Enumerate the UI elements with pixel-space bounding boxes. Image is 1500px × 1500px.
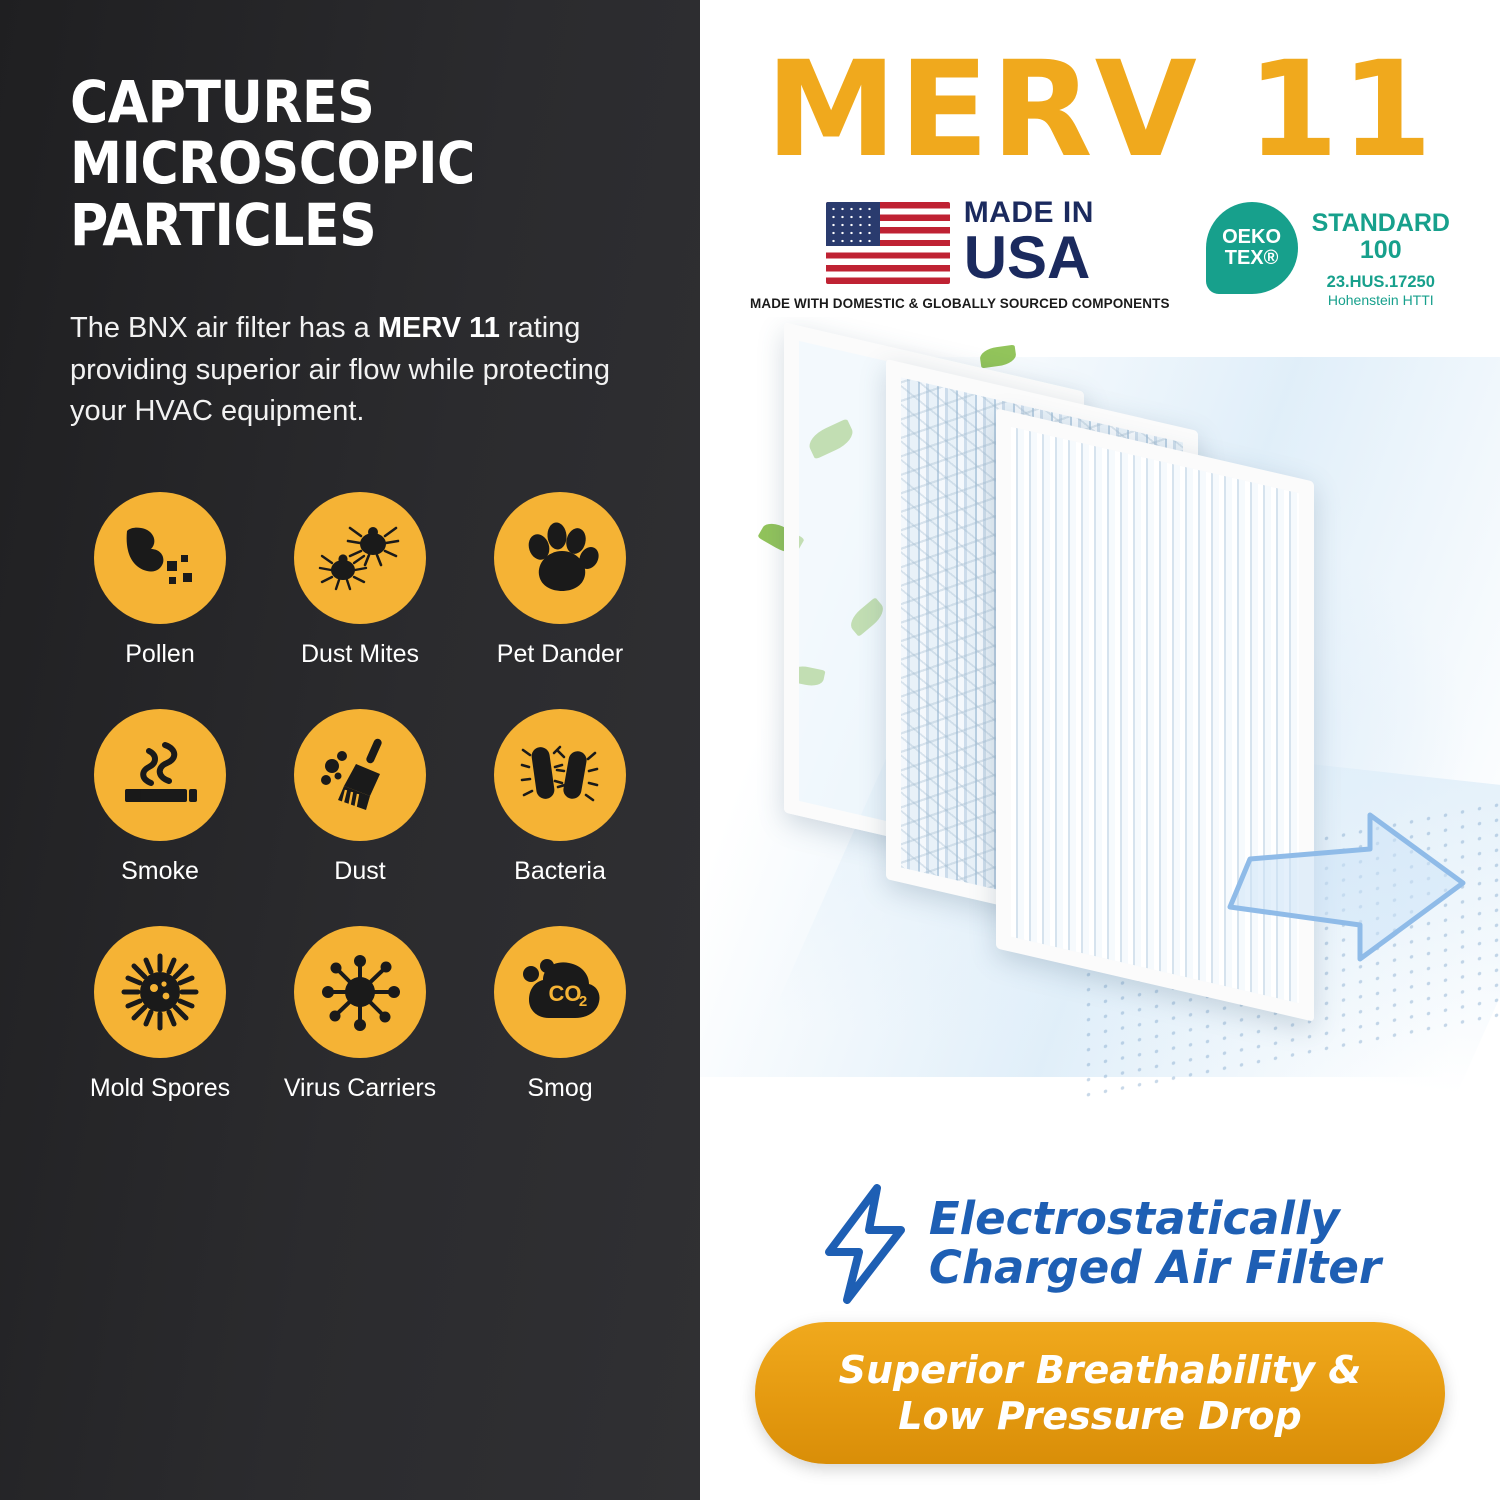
dust-mite-icon — [294, 492, 426, 624]
electrostatic-callout — [700, 1184, 1500, 1304]
particle-item-mold-spores — [70, 926, 250, 1103]
particle-label: Bacteria — [514, 856, 606, 885]
particle-label: Dust Mites — [300, 639, 420, 668]
benefit-line-2: Low Pressure Drop — [898, 1394, 1302, 1438]
usa-badge-subtitle: MADE WITH DOMESTIC & GLOBALLY SOURCED COMPONENTS — [750, 296, 1170, 311]
particle-item-dust-mites — [270, 492, 450, 669]
headline-line-3: PARTICLES — [70, 190, 377, 259]
particle-label: Smog — [527, 1073, 593, 1102]
standard-label-line1: STANDARD — [1311, 209, 1450, 237]
electrostatic-line-1: Electrostatically — [928, 1192, 1340, 1246]
exploded-air-filter-illustration — [700, 317, 1500, 1107]
oeko-label: OEKO — [1222, 226, 1282, 248]
co2-cloud-icon — [494, 926, 626, 1058]
certificate-number: 23.HUS.17250 — [1326, 273, 1435, 291]
particle-icon-grid — [70, 492, 650, 1103]
particle-item-smog — [470, 926, 650, 1103]
usa-label: USA — [963, 224, 1091, 291]
svg-text:CO: CO — [548, 980, 582, 1006]
broom-icon — [294, 709, 426, 841]
made-in-label: MADE IN — [963, 196, 1094, 229]
svg-text:2: 2 — [578, 992, 588, 1010]
lightning-bolt-icon — [819, 1184, 911, 1304]
paw-print-icon — [494, 492, 626, 624]
usa-flag-icon — [826, 202, 950, 284]
page-title — [70, 68, 640, 259]
made-in-usa-badge — [750, 198, 1170, 311]
electrostatic-line-2: Charged Air Filter — [928, 1241, 1382, 1294]
virus-icon — [294, 926, 426, 1058]
certifying-institute: Hohenstein HTTI — [1327, 292, 1434, 308]
mold-spore-icon — [94, 926, 226, 1058]
bacteria-icon — [494, 709, 626, 841]
electrostatic-text — [928, 1192, 1382, 1294]
headline-line-1: CAPTURES — [70, 68, 375, 136]
made-in-usa-text — [963, 196, 1094, 291]
particle-item-pet-dander — [470, 492, 650, 669]
particle-item-pollen — [70, 492, 250, 669]
pollen-icon — [94, 492, 226, 624]
particle-item-dust — [270, 709, 450, 886]
particle-item-bacteria — [470, 709, 650, 886]
particle-label: Pet Dander — [496, 639, 624, 668]
intro-paragraph — [70, 308, 640, 432]
cigarette-smoke-icon — [94, 709, 226, 841]
merv-rating-title: MERV 11 — [765, 33, 1435, 187]
oeko-tex-text — [1312, 202, 1450, 308]
right-panel — [700, 0, 1500, 1500]
oeko-tex-badge — [1206, 198, 1450, 308]
particle-label: Mold Spores — [89, 1073, 231, 1102]
particle-item-virus-carriers — [270, 926, 450, 1103]
intro-text-bold: MERV 11 — [377, 312, 500, 345]
tex-label: TEX® — [1224, 247, 1279, 269]
particle-label: Virus Carriers — [283, 1073, 437, 1102]
intro-text-after: rating providing superior air flow while protecting your HVAC equipment. — [70, 312, 610, 427]
particle-label: Smoke — [121, 856, 199, 885]
made-in-usa-row — [826, 196, 1094, 291]
certification-badges — [700, 198, 1500, 311]
headline-line-2: MICROSCOPIC — [70, 129, 475, 198]
left-panel — [0, 0, 700, 1500]
particle-label: Pollen — [125, 639, 195, 668]
standard-label-line2: 100 — [1359, 235, 1402, 264]
particle-label: Dust — [334, 856, 386, 885]
benefit-banner[interactable] — [755, 1322, 1445, 1464]
intro-text-before: The BNX air filter has a — [70, 312, 378, 345]
benefit-banner-text — [839, 1347, 1362, 1440]
oeko-tex-leaf-icon — [1206, 202, 1298, 294]
particle-item-smoke — [70, 709, 250, 886]
benefit-line-1: Superior Breathability & — [838, 1347, 1362, 1392]
airflow-arrow-icon — [1220, 787, 1470, 997]
